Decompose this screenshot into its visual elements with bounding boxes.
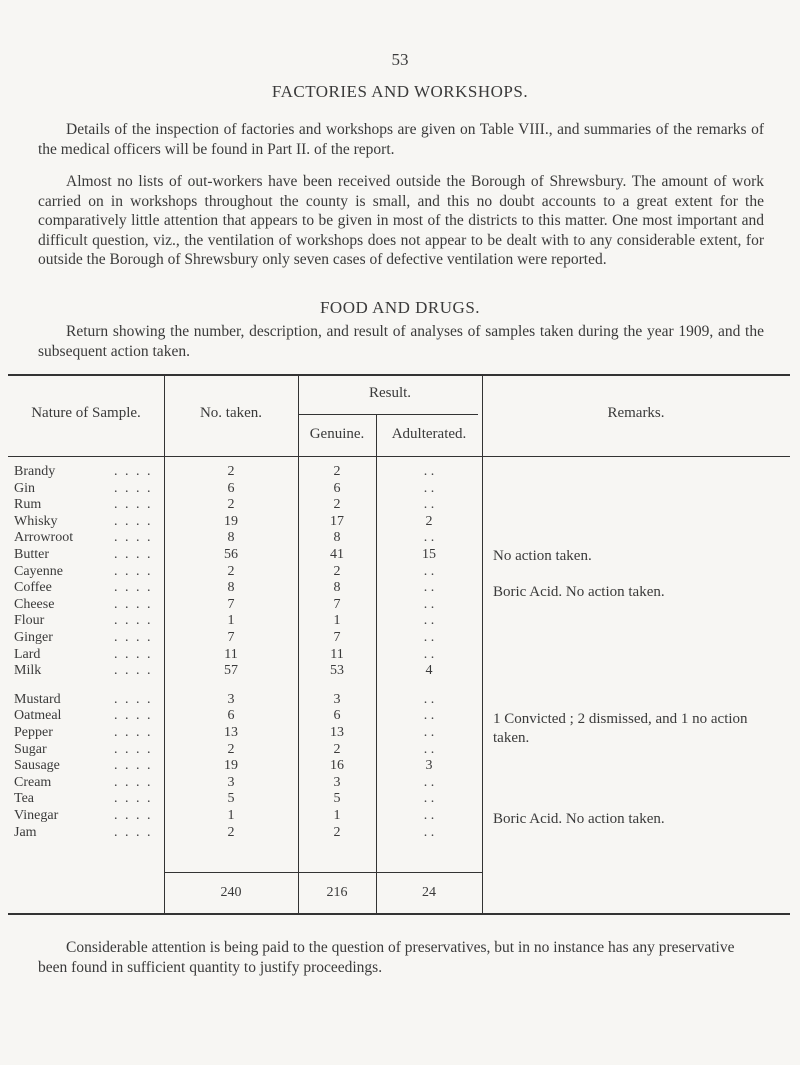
leader-dots: . . . . [114, 513, 153, 529]
cell-taken: 1 [227, 613, 235, 629]
cell-genuine: 11 [330, 646, 344, 662]
cell-adulterated: . . [423, 530, 435, 546]
cell-adulterated: . . [423, 691, 435, 707]
header-adulterated: Adulterated. [391, 426, 467, 442]
cell-genuine: 13 [330, 725, 344, 740]
leader-dots: . . . . [114, 646, 153, 662]
cell-taken: 2 [227, 497, 235, 513]
row-sample-name [14, 742, 164, 758]
cell-taken: 19 [224, 513, 238, 529]
sample-label: Whisky [14, 513, 58, 529]
row-sample-name [14, 725, 164, 741]
cell-taken: 2 [227, 741, 235, 757]
cell-adulterated: 2 [425, 513, 433, 529]
leader-dots: . . . . [114, 530, 153, 546]
cell-adulterated: . . [423, 774, 435, 790]
row-sample-name [14, 597, 164, 613]
cell-taken: 7 [227, 630, 235, 645]
cell-adulterated: . . [423, 808, 435, 823]
leader-dots: . . . . [114, 774, 153, 790]
leader-dots: . . . . [114, 464, 153, 479]
cell-adulterated: . . [423, 497, 435, 513]
totals-rule [164, 872, 482, 873]
return-paragraph-text: Return showing the number, description, and result of analyses of samples taken during the year 1909, and the subsequent action taken. [38, 323, 764, 360]
leader-dots: . . . . [114, 725, 153, 740]
row-sample-name [14, 630, 164, 646]
sample-label: Oatmeal [14, 708, 62, 724]
header-remarks: Remarks. [607, 405, 665, 421]
cell-adulterated: . . [423, 646, 435, 662]
row-sample-name [14, 547, 164, 563]
leader-dots: . . . . [114, 741, 153, 757]
leader-dots: . . . . [114, 613, 153, 629]
row-sample-name [14, 497, 164, 513]
cell-taken: 19 [224, 758, 238, 774]
footer-paragraph-text: Considerable attention is being paid to the question of preservatives, but in no instance has any preservative been found in sufficient quantity to justify proceedings. [38, 939, 735, 976]
cell-genuine: 2 [333, 563, 341, 579]
row-sample-name [14, 791, 164, 807]
cell-genuine: 7 [333, 596, 341, 612]
sample-label: Vinegar [14, 808, 59, 823]
sample-label: Cayenne [14, 563, 63, 579]
cell-genuine: 6 [333, 480, 341, 496]
cell-adulterated: . . [423, 563, 435, 579]
remark-whisky: No action taken. [493, 548, 592, 564]
leader-dots: . . . . [114, 630, 153, 645]
cell-taken: 3 [227, 691, 235, 707]
leader-dots: . . . . [114, 563, 153, 579]
cell-taken: 2 [227, 563, 235, 579]
cell-taken: 13 [224, 725, 238, 740]
sample-label: Lard [14, 646, 41, 662]
sample-label: Coffee [14, 580, 52, 596]
header-genuine: Genuine. [309, 426, 365, 442]
cell-adulterated: . . [423, 741, 435, 757]
sample-label: Mustard [14, 691, 61, 707]
row-sample-name [14, 825, 164, 841]
section-title: FACTORIES AND WORKSHOPS. [271, 82, 529, 101]
cell-adulterated: 4 [425, 663, 433, 679]
remark-sausage: Boric Acid. No action taken. [493, 811, 665, 827]
cell-genuine: 7 [333, 630, 341, 645]
row-sample-name [14, 692, 164, 708]
cell-taken: 5 [227, 791, 235, 807]
cell-genuine: 41 [330, 547, 344, 562]
cell-adulterated: . . [423, 725, 435, 740]
outworkers-paragraph [38, 172, 764, 270]
sample-label: Cheese [14, 596, 55, 612]
leader-dots: . . . . [114, 824, 153, 840]
cell-taken: 11 [224, 646, 238, 662]
row-sample-name [14, 464, 164, 480]
leader-dots: . . . . [114, 480, 153, 496]
cell-genuine: 2 [333, 824, 341, 840]
row-sample-name [14, 530, 164, 546]
cell-genuine: 2 [333, 497, 341, 513]
table-bottom-rule [8, 913, 790, 915]
cell-genuine: 2 [333, 741, 341, 757]
sample-label: Ginger [14, 630, 53, 645]
row-sample-name [14, 481, 164, 497]
cell-taken: 6 [227, 480, 235, 496]
cell-genuine: 3 [333, 691, 341, 707]
cell-taken: 2 [227, 464, 235, 479]
sample-label: Cream [14, 774, 52, 790]
leader-dots: . . . . [114, 808, 153, 823]
cell-taken: 7 [227, 596, 235, 612]
sample-label: Jam [14, 824, 37, 840]
cell-taken: 1 [227, 808, 235, 823]
sample-label: Gin [14, 480, 35, 496]
leader-dots: . . . . [114, 580, 153, 596]
return-paragraph [38, 322, 764, 361]
row-sample-name [14, 647, 164, 663]
sample-label: Butter [14, 547, 49, 562]
col-divider-4 [482, 376, 483, 914]
leader-dots: . . . . [114, 497, 153, 513]
cell-genuine: 8 [333, 530, 341, 546]
intro-paragraph-text: Details of the inspection of factories and workshops are given on Table VIII., and summaries of the remarks of the medical officers will be found in Part II. of the report. [38, 121, 764, 158]
cell-adulterated: . . [423, 464, 435, 479]
row-sample-name [14, 663, 164, 679]
sample-label: Brandy [14, 464, 56, 479]
row-sample-name [14, 775, 164, 791]
cell-adulterated: 3 [425, 758, 433, 774]
cell-taken: 57 [224, 663, 238, 679]
outworkers-paragraph-text: Almost no lists of out-workers have been received outside the Borough of Shrewsbury. The amount of work carried on in workshops throughout the county is small, and this no doubt accounts to a great extent for the comparatively little attention that appears to be given in most of the districts to this matter. One most important and difficult question, viz., the ventilation of workshops does not appear to be dealt with to any considerable extent, for outside the Borough of Shrewsbury only seven cases of defective ventilation were reported. [38, 173, 764, 268]
cell-genuine: 3 [333, 774, 341, 790]
cell-genuine: 1 [333, 613, 341, 629]
row-sample-name [14, 564, 164, 580]
food-title: FOOD AND DRUGS. [319, 298, 481, 317]
cell-adulterated: . . [423, 630, 435, 645]
sample-label: Milk [14, 663, 42, 679]
header-taken: No. taken. [199, 405, 263, 421]
cell-genuine: 16 [330, 758, 344, 774]
cell-adulterated: . . [423, 824, 435, 840]
cell-taken: 3 [227, 774, 235, 790]
leader-dots: . . . . [114, 758, 153, 774]
cell-taken: 8 [227, 530, 235, 546]
table-top-rule [8, 374, 790, 376]
cell-genuine: 5 [333, 791, 341, 807]
row-sample-name [14, 613, 164, 629]
sample-label: Tea [14, 791, 35, 807]
leader-dots: . . . . [114, 791, 153, 807]
leader-dots: . . . . [114, 663, 153, 679]
cell-taken: 6 [227, 708, 235, 724]
cell-genuine: 1 [333, 808, 341, 823]
remark-milk: 1 Convicted ; 2 dismissed, and 1 no action taken. [493, 711, 748, 746]
page-number: 53 [391, 50, 409, 69]
leader-dots: . . . . [114, 708, 153, 724]
sample-label: Rum [14, 497, 42, 513]
cell-adulterated: . . [423, 480, 435, 496]
leader-dots: . . . . [114, 596, 153, 612]
remark-butter: Boric Acid. No action taken. [493, 584, 665, 600]
cell-genuine: 6 [333, 708, 341, 724]
row-sample-name [14, 808, 164, 824]
cell-adulterated: . . [423, 613, 435, 629]
cell-genuine: 53 [330, 663, 344, 679]
cell-taken: 8 [227, 580, 235, 596]
row-sample-name [14, 514, 164, 530]
intro-paragraph [38, 120, 764, 159]
cell-genuine: 8 [333, 580, 341, 596]
cell-genuine: 2 [333, 464, 341, 479]
sample-label: Pepper [14, 725, 53, 740]
total-taken: 240 [220, 885, 242, 900]
sample-label: Sausage [14, 758, 60, 774]
cell-adulterated: . . [423, 791, 435, 807]
header-result: Result. [368, 385, 412, 401]
row-sample-name [14, 708, 164, 724]
row-sample-name [14, 758, 164, 774]
cell-taken: 56 [224, 547, 238, 562]
cell-adulterated: . . [423, 596, 435, 612]
result-subheader-rule [298, 414, 478, 415]
sample-label: Arrowroot [14, 530, 74, 546]
total-genuine: 216 [326, 885, 348, 900]
cell-adulterated: . . [423, 580, 435, 596]
cell-genuine: 17 [330, 513, 344, 529]
footer-paragraph [38, 938, 764, 977]
header-bottom-rule [8, 456, 790, 457]
total-adulterated: 24 [422, 885, 436, 900]
sample-label: Sugar [14, 741, 47, 757]
sample-label: Flour [14, 613, 45, 629]
leader-dots: . . . . [114, 691, 153, 707]
row-sample-name [14, 580, 164, 596]
cell-adulterated: 15 [422, 547, 436, 562]
header-nature: Nature of Sample. [31, 405, 141, 421]
cell-adulterated: . . [423, 708, 435, 724]
leader-dots: . . . . [114, 547, 153, 562]
cell-taken: 2 [227, 824, 235, 840]
